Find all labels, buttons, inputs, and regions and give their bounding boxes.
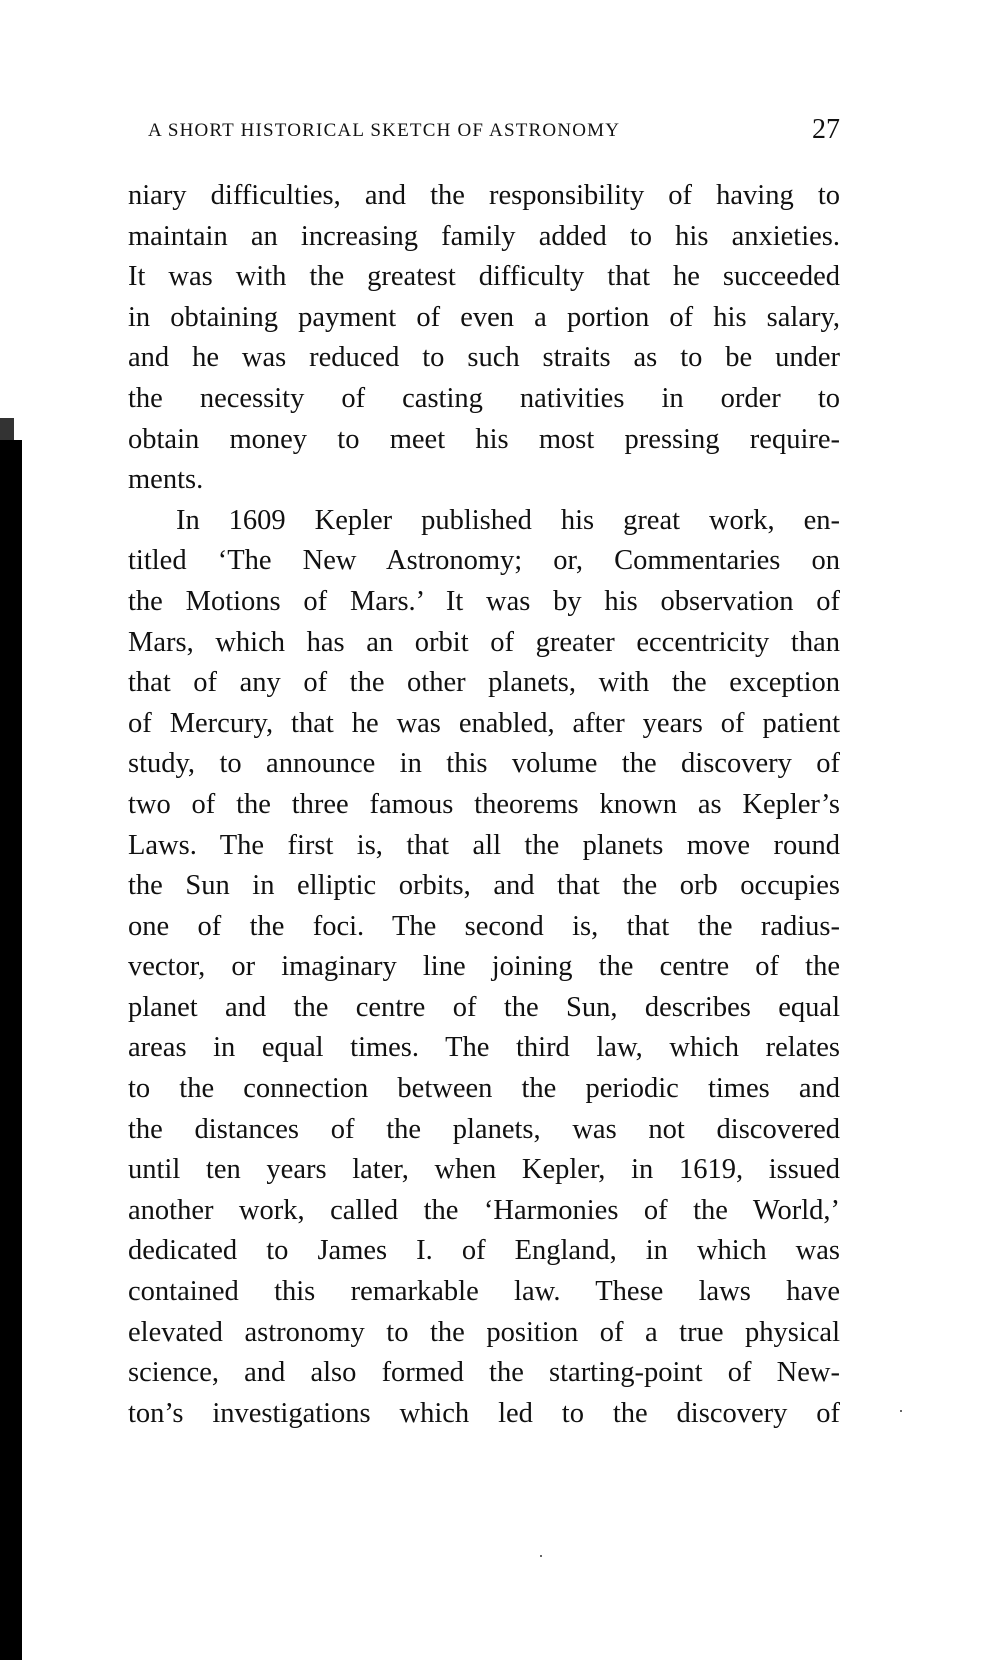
text-line: and he was reduced to such straits as to be under [128,342,840,374]
text-line: It was with the greatest difficulty that he succeeded [128,261,840,293]
text-line: areas in equal times. The third law, which relates [128,1032,840,1064]
text-line: ton’s investigations which led to the discovery of [128,1397,840,1429]
text-line: planet and the centre of the Sun, describes equal [128,991,840,1023]
text-line: vector, or imaginary line joining the centre of the [128,951,840,983]
text-line: to the connection between the periodic times and [128,1073,840,1105]
text-line: Laws. The first is, that all the planets move round [128,829,840,861]
text-line: obtain money to meet his most pressing require- [128,423,840,455]
scan-speck [540,1555,542,1557]
text-line: niary difficulties, and the responsibility of having to [128,180,840,211]
running-title: A SHORT HISTORICAL SKETCH OF ASTRONOMY [148,120,621,141]
text-line: In 1609 Kepler published his great work, en- [176,504,840,536]
text-line: contained this remarkable law. These laws have [128,1276,840,1308]
page-body-text [128,176,840,1434]
text-line: the Motions of Mars.’ It was by his observation of [128,585,840,617]
text-line: dedicated to James I. of England, in which was [128,1235,840,1267]
scan-speck [900,1410,902,1412]
text-line: maintain an increasing family added to his anxieties. [128,220,840,252]
page-number: 27 [812,114,840,145]
text-line: study, to announce in this volume the discovery of [128,748,840,780]
text-line: two of the three famous theorems known as Kepler’s [128,788,840,820]
text-line: the distances of the planets, was not discovered [128,1113,840,1145]
text-line: the necessity of casting nativities in order to [128,382,840,414]
text-line: that of any of the other planets, with the exception [128,667,840,699]
text-line: ments. [128,464,204,496]
text-line: in obtaining payment of even a portion of his salary, [128,301,840,333]
text-line: science, and also formed the starting-point of New- [128,1357,840,1389]
text-line: the Sun in elliptic orbits, and that the orb occupies [128,870,840,902]
text-line: elevated astronomy to the position of a true physical [128,1316,840,1348]
text-line: titled ‘The New Astronomy; or, Commentaries on [128,545,840,577]
text-line: Mars, which has an orbit of greater eccentricity than [128,626,840,658]
text-line: until ten years later, when Kepler, in 1619, issued [128,1154,840,1186]
text-line: of Mercury, that he was enabled, after years of patient [128,707,840,739]
running-header [148,114,840,146]
text-line: another work, called the ‘Harmonies of the World,’ [128,1194,840,1226]
scan-binding-edge [0,440,22,1660]
text-line: one of the foci. The second is, that the radius- [128,910,840,942]
